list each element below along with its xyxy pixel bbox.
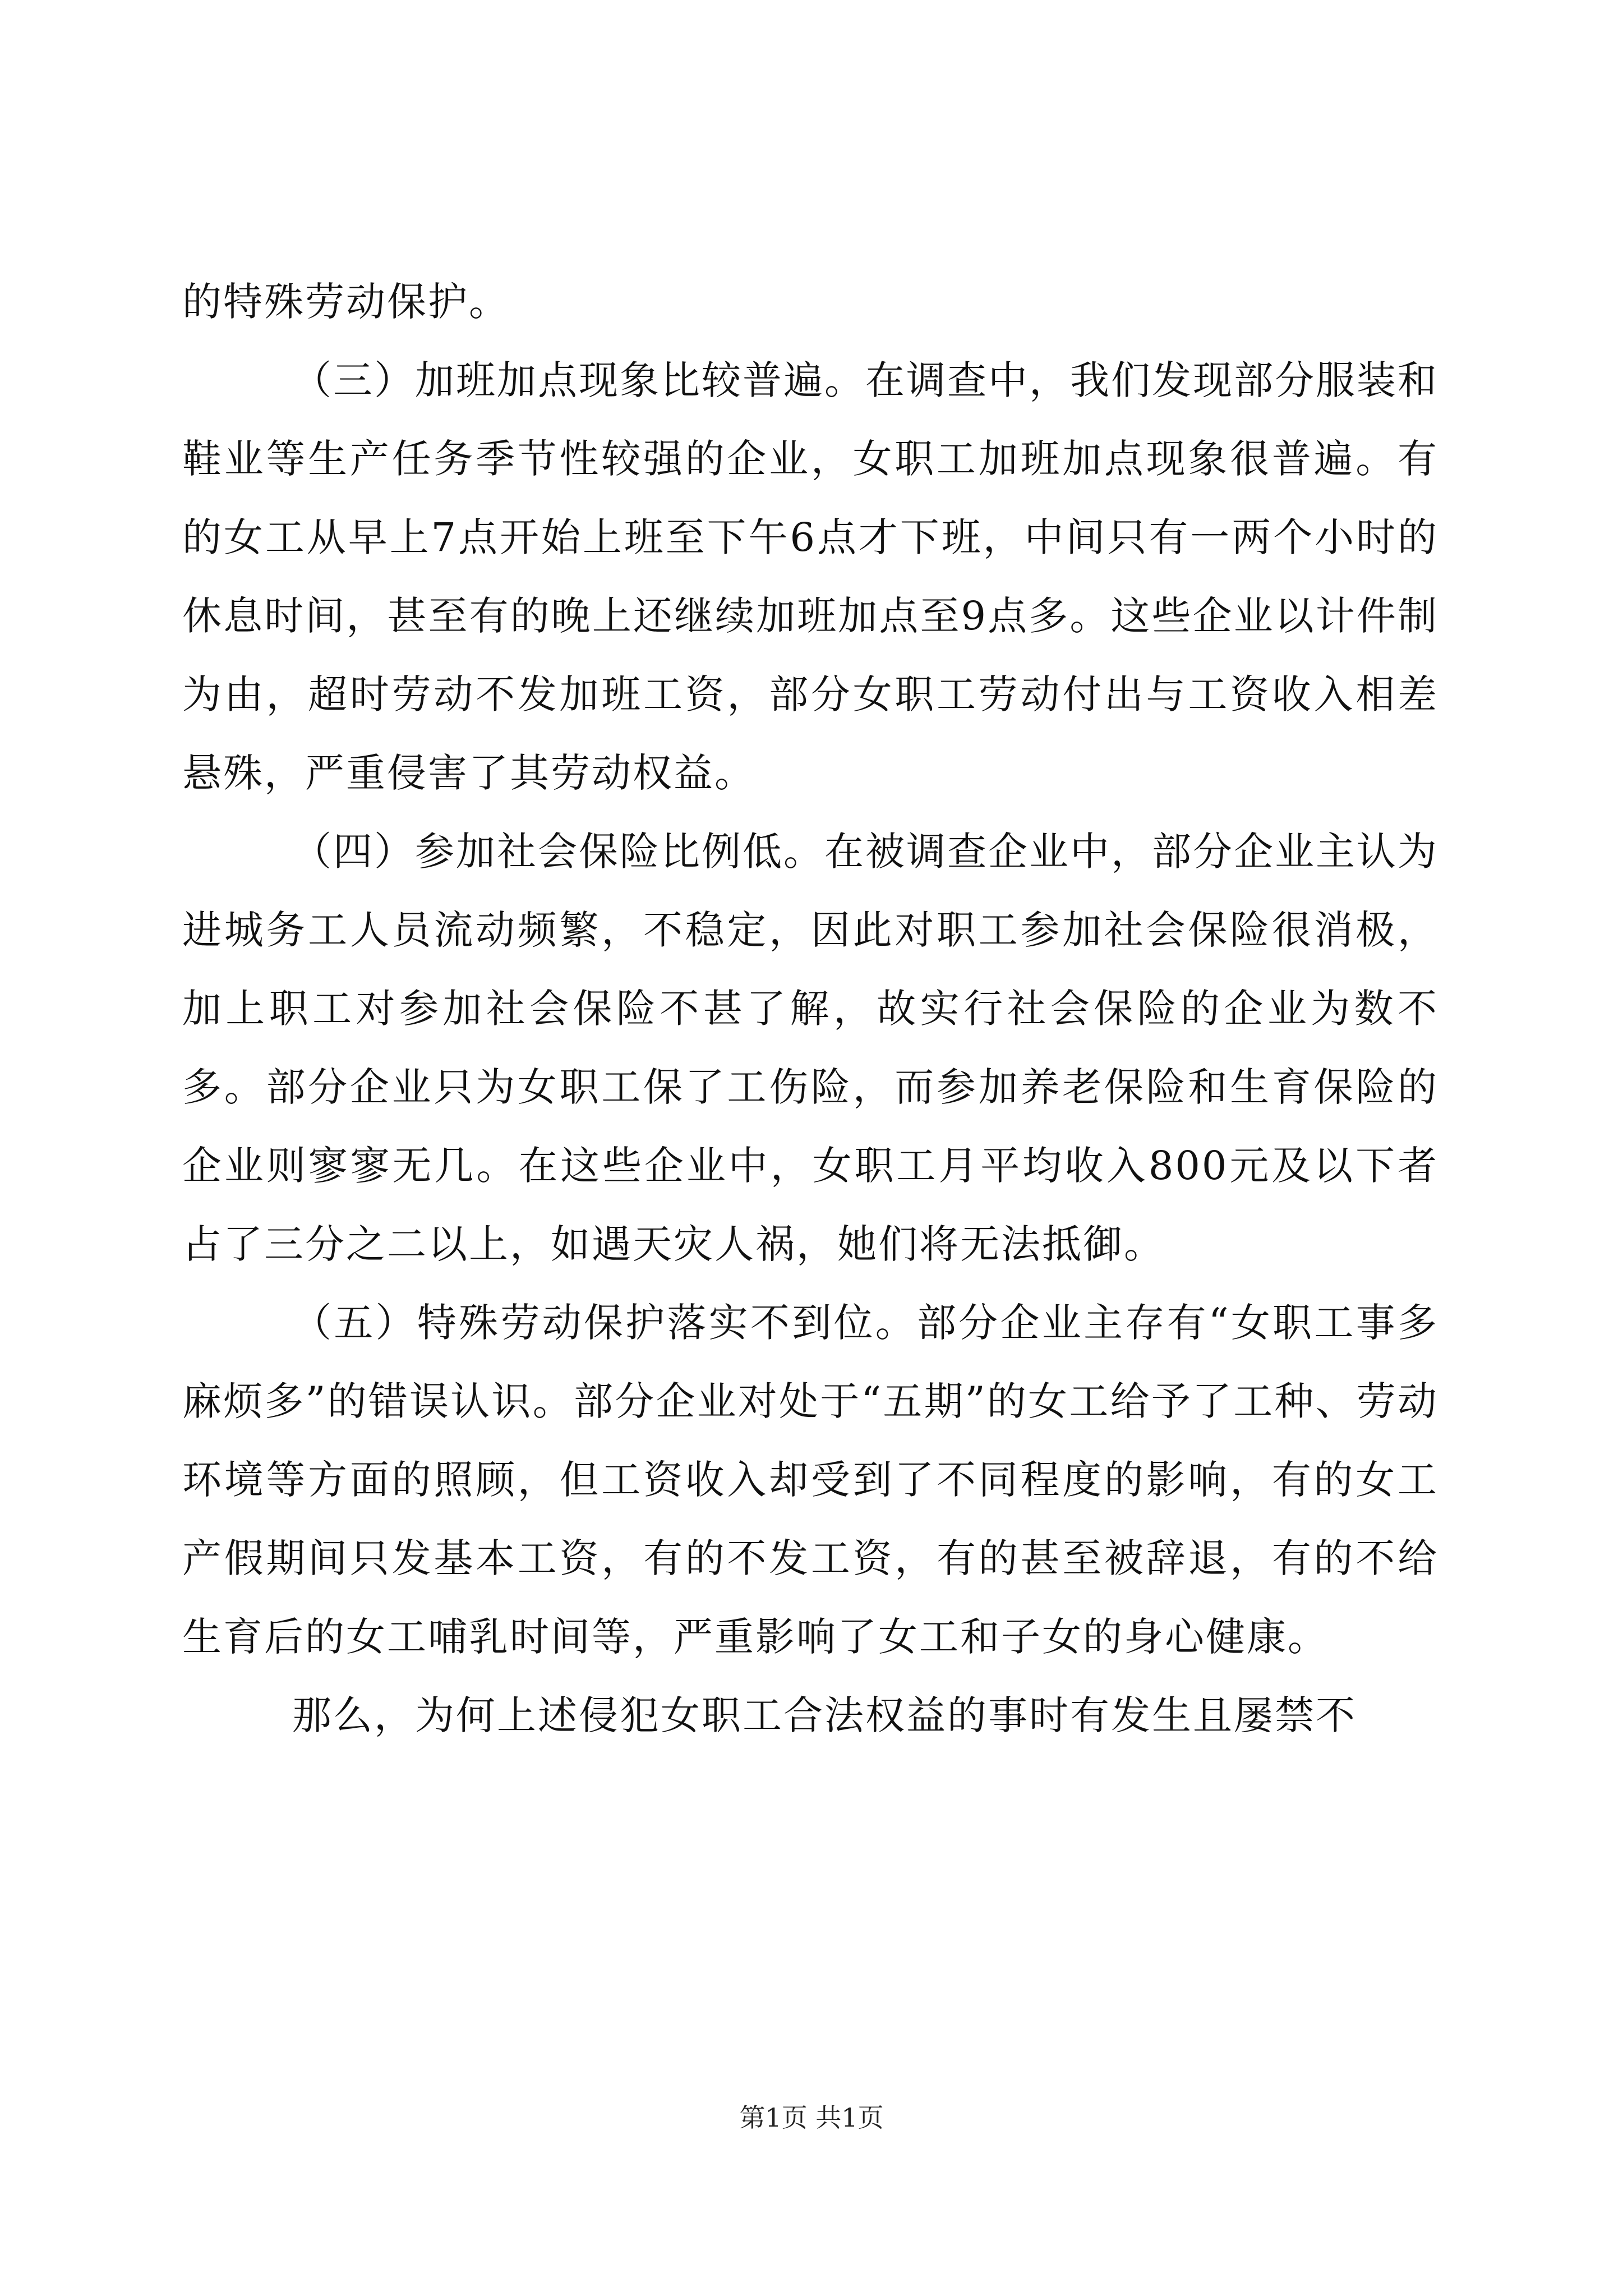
paragraph-question: 那么，为何上述侵犯女职工合法权益的事时有发生且屡禁不 [292,1692,1357,1738]
paragraph-special-protection: （五）特殊劳动保护落实不到位。部分企业主存有“女职工事多麻烦多”的错误认识。部分企业对处于“五期”的女工给予了工种、劳动环境等方面的照顾，但工资收入却受到了不同程度的影响，有的女工产假期间只发基本工资，有的不发工资，有的甚至被辞退，有的不给生育后的女工哺乳时间等，严重影响了女工和子女的身心健康。 [182,1300,1438,1660]
paragraph-continuation: 的特殊劳动保护。 [182,279,510,325]
paragraph-overtime: （三）加班加点现象比较普遍。在调查中，我们发现部分服装和鞋业等生产任务季节性较强的企业，女职工加班加点现象很普遍。有的女工从早上7点开始上班至下午6点才下班，中间只有一两个小时的休息时间，甚至有的晚上还继续加班加点至9点多。这些企业以计件制为由，超时劳动不发加班工资，部分女职工劳动付出与工资收入相差悬殊，严重侵害了其劳动权益。 [182,357,1438,796]
page-footer: 第1页 共1页 [739,2102,884,2133]
paragraph-social-insurance: （四）参加社会保险比例低。在被调查企业中，部分企业主认为进城务工人员流动频繁，不稳定，因此对职工参加社会保险很消极，加上职工对参加社会保险不甚了解，故实行社会保险的企业为数不多。部分企业只为女职工保了工伤险，而参加养老保险和生育保险的企业则寥寥无几。在这些企业中，女职工月平均收入800元及以下者占了三分之二以上，如遇天灾人祸，她们将无法抵御。 [182,829,1438,1267]
body-text [182,263,1438,1755]
